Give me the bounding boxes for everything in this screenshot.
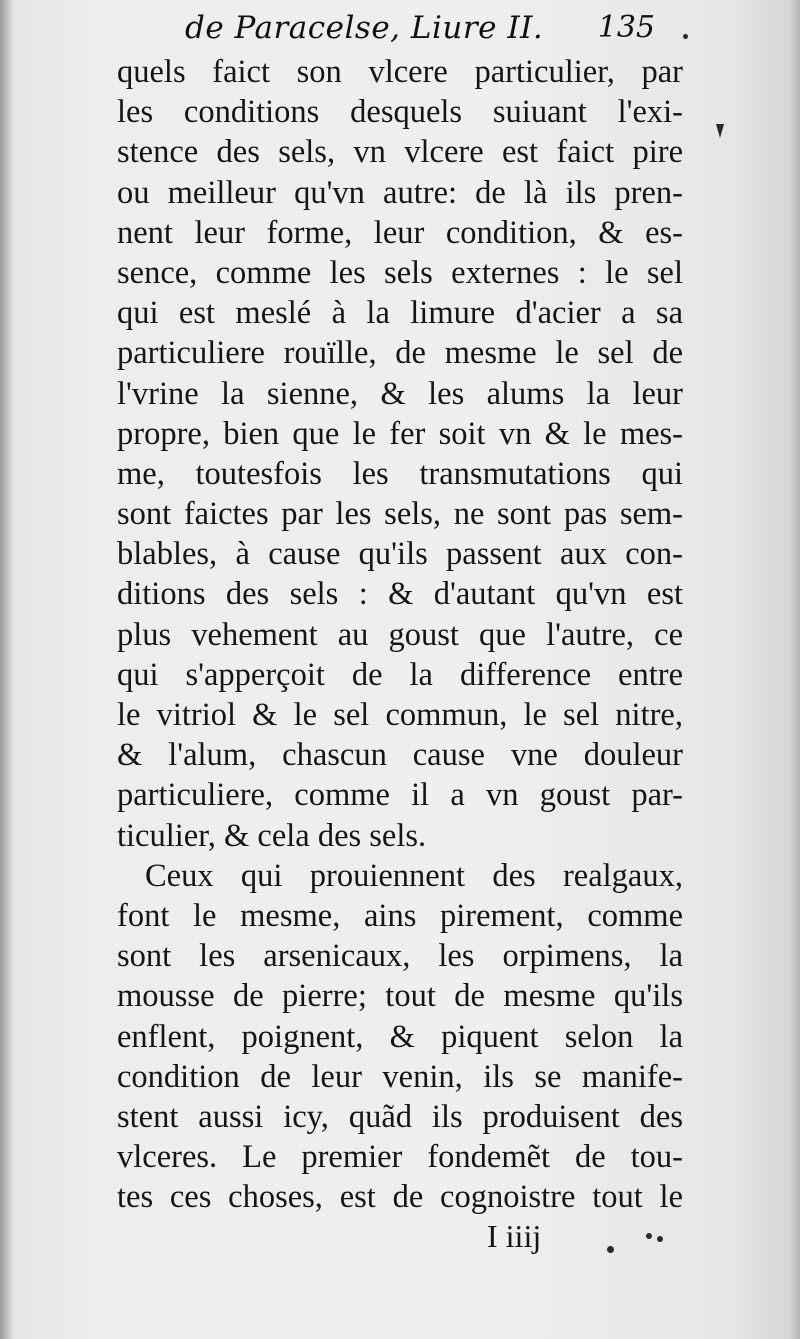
body-text bbox=[117, 52, 683, 1217]
text-line: condition de leur venin, ils se manife- bbox=[117, 1058, 683, 1095]
text-line: particuliere rouïlle, de mesme le sel de bbox=[117, 335, 683, 372]
text-line: ticulier, & cela des sels. bbox=[117, 817, 427, 854]
text-line: le vitriol & le sel commun, le sel nitre, bbox=[117, 697, 683, 733]
text-line: plus vehement au goust que l'autre, ce bbox=[117, 616, 683, 653]
text-line: enflent, poignent, & piquent selon la bbox=[117, 1018, 683, 1055]
text-line: & l'alum, chascun cause vne douleur bbox=[117, 737, 683, 774]
text-line: propre, bien que le fer soit vn & le mes- bbox=[117, 415, 683, 452]
text-line: ditions des sels : & d'autant qu'vn est bbox=[117, 576, 683, 613]
signature-mark: I iiij bbox=[487, 1218, 542, 1254]
running-head bbox=[185, 10, 655, 54]
text-line: ou meilleur qu'vn autre: de là ils pren- bbox=[117, 174, 683, 211]
text-line: stence des sels, vn vlcere est faict pire bbox=[117, 134, 683, 171]
text-line: vlceres. Le premier fondemẽt de tou- bbox=[117, 1139, 683, 1176]
text-line: tes ces choses, est de cognoistre tout le bbox=[117, 1179, 683, 1216]
page-number: 135 bbox=[597, 10, 655, 45]
paragraph-2 bbox=[117, 856, 683, 1218]
text-line: stent aussi icy, quãd ils produisent des bbox=[117, 1098, 683, 1135]
ink-tick-icon bbox=[716, 124, 724, 138]
paragraph-1 bbox=[117, 52, 683, 856]
text-line: les conditions desquels suiuant l'exi- bbox=[117, 94, 683, 131]
text-line: qui s'apperçoit de la difference entre bbox=[117, 656, 683, 693]
text-line: qui est meslé à la limure d'acier a sa bbox=[117, 295, 683, 332]
ink-speck-icon bbox=[646, 1233, 652, 1239]
ink-speck-icon bbox=[683, 34, 688, 39]
ink-speck-icon bbox=[657, 1236, 663, 1242]
text-line: blables, à cause qu'ils passent aux con- bbox=[117, 536, 683, 573]
page-gutter-shadow bbox=[0, 0, 14, 1339]
text-line: particuliere, comme il a vn goust par- bbox=[117, 777, 683, 814]
ink-speck-icon bbox=[607, 1246, 614, 1253]
text-line: sont faictes par les sels, ne sont pas sem- bbox=[117, 496, 683, 533]
text-line: sence, comme les sels externes : le sel bbox=[117, 254, 683, 291]
text-line: font le mesme, ains pirement, comme bbox=[117, 897, 683, 934]
text-line: Ceux qui prouiennent des realgaux, bbox=[145, 857, 683, 894]
text-line: nent leur forme, leur condition, & es- bbox=[117, 214, 683, 251]
text-line: me, toutesfois les transmutations qui bbox=[117, 455, 683, 492]
text-line: l'vrine la sienne, & les alums la leur bbox=[117, 375, 683, 412]
text-line: mousse de pierre; tout de mesme qu'ils bbox=[117, 978, 683, 1015]
text-line: quels faict son vlcere particulier, par bbox=[117, 54, 683, 90]
text-line: sont les arsenicaux, les orpimens, la bbox=[117, 938, 683, 975]
running-title: de Paracelse, Liure II. bbox=[185, 10, 544, 46]
page-edge-shadow bbox=[790, 0, 800, 1339]
